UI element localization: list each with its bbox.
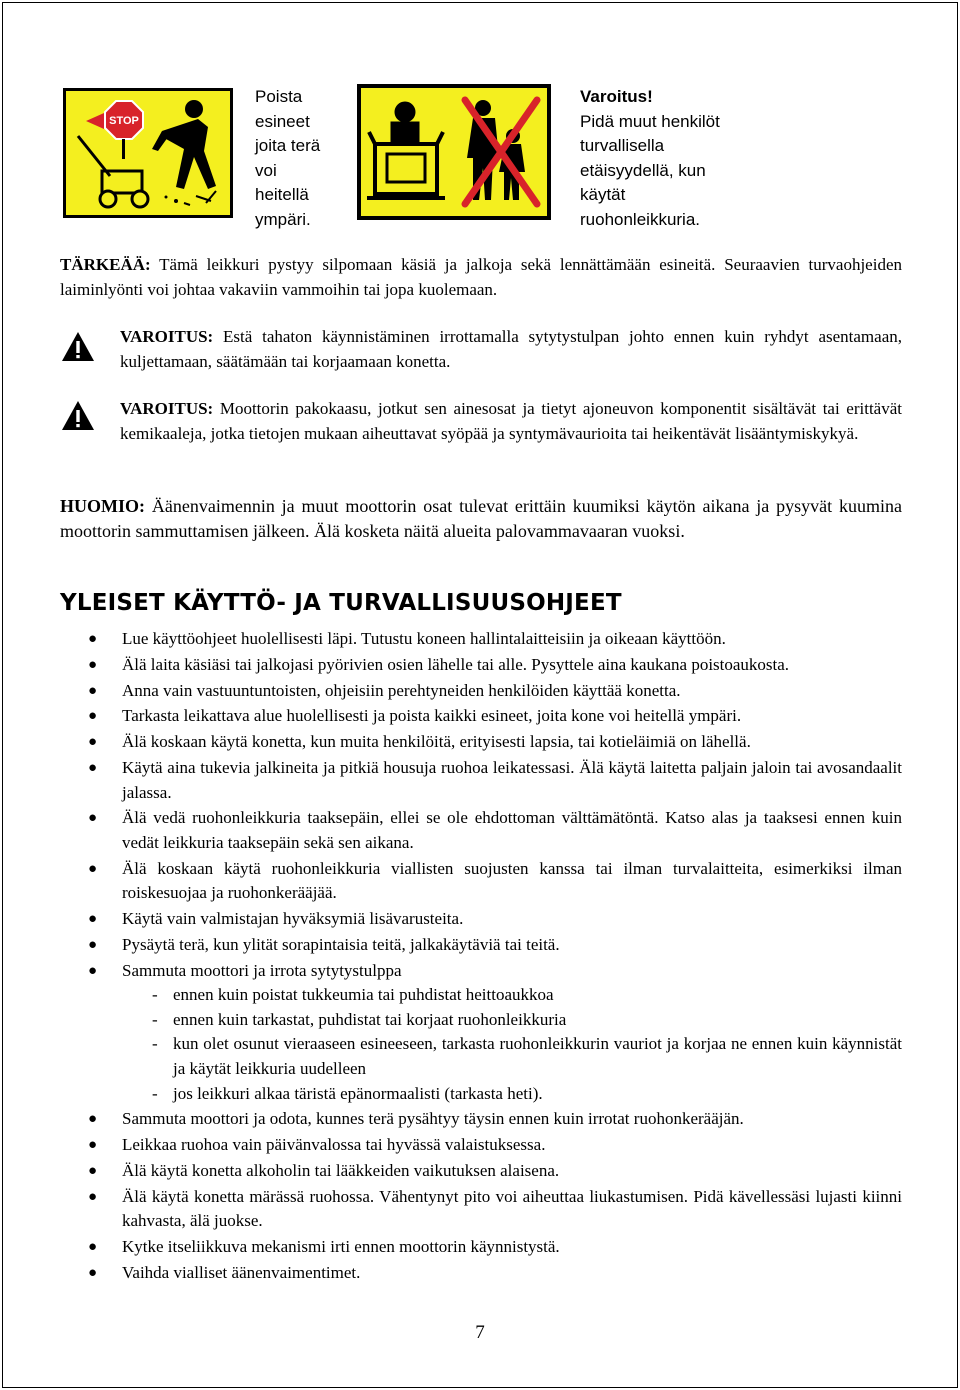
- sub-list-item: - ennen kuin poistat tukkeumia tai puhdistat heittoaukkoa: [152, 985, 554, 1005]
- section-heading: YLEISET KÄYTTÖ- JA TURVALLISUUSOHJEET: [60, 590, 622, 616]
- keep-bystanders-away-sign: [357, 84, 551, 220]
- safety-instructions-list: [60, 627, 902, 1287]
- warning-caption-line: käytät: [580, 185, 626, 204]
- debris-caption-line: heitellä: [255, 185, 309, 204]
- list-item: ● Vaihda vialliset äänenvaimentimet.: [88, 1262, 361, 1282]
- warning-caption-line: Pidä muut henkilöt: [580, 111, 720, 131]
- list-item: ● Anna vain vastuuntuntoisten, ohjeisiin perehtyneiden henkilöiden käyttää konetta.: [88, 680, 681, 700]
- warning-text: Estä tahaton käynnistäminen irrottamalla sytytystulpan johto ennen kuin ryhdyt asentamaan, kuljettamaan, säätämään tai korjaamaan konetta.: [120, 327, 902, 371]
- debris-caption-line: Poista: [255, 87, 303, 106]
- list-item: ● Lue käyttöohjeet huolellisesti läpi. Tutustu koneen hallintalaitteisiin ja oikeaan käyttöön.: [88, 629, 726, 648]
- list-item: ● Sammuta moottori ja odota, kunnes terä pysähtyy täysin ennen kuin irrotat ruohonkerääjän.: [88, 1109, 744, 1129]
- warning-label: VAROITUS:: [120, 327, 214, 346]
- notice-label: HUOMIO:: [60, 496, 145, 516]
- important-label: TÄRKEÄÄ:: [60, 255, 151, 274]
- debris-caption-line: voi: [255, 160, 277, 180]
- list-item: ● Älä käytä konetta märässä ruohossa. Vähentynyt pito voi aiheuttaa liukastumisen. Pidä kävellessäsi lujasti kiinni kahvasta, älä juokse.: [88, 1186, 902, 1231]
- list-item: ● Käytä vain valmistajan hyväksymiä lisävarusteita.: [88, 909, 464, 929]
- sub-list-item: - ennen kuin tarkastat, puhdistat tai korjaat ruohonleikkuria: [152, 1009, 567, 1029]
- sub-list: [122, 983, 902, 1106]
- warning-caption-line: ruohonleikkuria.: [580, 209, 701, 229]
- debris-caption-line: esineet: [255, 111, 310, 131]
- warning-title: Varoitus!: [580, 87, 653, 106]
- debris-caption-line: joita terä: [255, 136, 321, 155]
- stop-text: STOP: [109, 115, 139, 127]
- warning-triangle-icon: [61, 330, 95, 364]
- lawn-mower-icon: [78, 136, 148, 207]
- warning-exhaust-paragraph: [120, 397, 902, 446]
- list-item: ● Älä käytä konetta alkoholin tai lääkkeiden vaikutuksen alaisena.: [88, 1160, 560, 1180]
- list-item: ● Pysäytä terä, kun ylität sorapintaisia teitä, jalkakäytäviä tai teitä.: [88, 934, 560, 954]
- thrown-objects-hazard-sign: [63, 88, 233, 218]
- notice-paragraph: [60, 494, 902, 544]
- debris-caption-line: ympäri.: [255, 209, 311, 229]
- list-item: ● Älä koskaan käytä konetta, kun muita henkilöitä, erityisesti lapsia, tai kotieläimiä on lähellä.: [88, 732, 751, 752]
- mower-operator-icon: [367, 102, 445, 198]
- list-item: ● Kytke itseliikkuva mekanismi irti ennen moottorin käynnistystä.: [88, 1237, 560, 1257]
- sub-list-item: - jos leikkuri alkaa täristä epänormaalisti (tarkasta heti).: [152, 1083, 543, 1103]
- list-item: ● Käytä aina tukevia jalkineita ja pitkiä housuja ruohoa leikatessasi. Älä käytä laitetta paljain jaloin tai avosandaalit jalassa.: [88, 757, 902, 802]
- warning-caption-line: etäisyydellä, kun: [580, 160, 706, 180]
- debris-caption: [255, 85, 355, 232]
- list-item: ● Leikkaa ruohoa vain päivänvalossa tai hyvässä valaistuksessa.: [88, 1135, 546, 1155]
- list-item: ● Tarkasta leikattava alue huolellisesti ja poista kaikki esineet, joita kone voi heitellä ympäri.: [88, 706, 742, 726]
- important-text: Tämä leikkuri pystyy silpomaan käsiä ja jalkoja sekä lennättämään esineitä. Seuraavien turvaohjeiden laiminlyönti voi johtaa vakaviin vammoihin tai jopa kuolemaan.: [60, 255, 902, 299]
- warning-triangle-icon: [61, 399, 95, 433]
- warning-label: VAROITUS:: [120, 399, 214, 418]
- list-item: ● Älä koskaan käytä ruohonleikkuria viallisten suojusten kanssa tai ilman turvalaitteita, esimerkiksi ilman roiskesuojaa ja ruohonkerääjää.: [88, 858, 902, 903]
- warning-ignition-paragraph: [120, 325, 902, 374]
- bystander-warning-caption: [580, 85, 840, 232]
- warning-text: Moottorin pakokaasu, jotkut sen ainesosat ja tietyt ajoneuvon komponentit sisältävät tai erittävät kemikaaleja, jotka tietojen mukaan aiheuttavat syöpää ja syntymävaurioita tai heikentävät lisääntymiskykyä.: [120, 399, 902, 443]
- important-paragraph: [60, 253, 902, 302]
- list-item: ● Älä laita käsiäsi tai jalkojasi pyörivien osien lähelle tai alle. Pysyttele aina kaukana poistoaukosta.: [88, 654, 790, 674]
- list-item: ● Sammuta moottori ja irrota sytytystulppa - ennen kuin poistat tukkeumia tai puhdistat heittoaukkoa - ennen kuin tarkastat, puhdistat tai korjaat ruohonleikkuria - kun olet osunut vieraaseen esineeseen, tarkasta ruohonleikkurin vauriot ja korjaa ne ennen kuin käynnistät ja käytät leikkuria uudelleen - jos leikkuri alkaa täristä epänormaalisti (tarkasta heti).: [60, 959, 902, 1107]
- person-icon: [152, 100, 216, 189]
- page-number: 7: [475, 1322, 485, 1343]
- notice-text: Äänenvaimennin ja muut moottorin osat tulevat erittäin kuumiksi käytön aikana ja pysyvät kuumina moottorin sammuttamisen jälkeen. Älä kosketa näitä alueita palovammavaaran vuoksi.: [60, 496, 902, 541]
- list-item: ● Älä vedä ruohonleikkuria taaksepäin, ellei se ole ehdottoman välttämätöntä. Katso alas ja taaksesi ennen kuin vedät leikkuria taaksepäin sekä sen aikana.: [88, 808, 902, 852]
- warning-caption-line: turvallisella: [580, 136, 665, 155]
- sub-list-item: - kun olet osunut vieraaseen esineeseen, tarkasta ruohonleikkurin vauriot ja korjaa ne ennen kuin käynnistät ja käytät leikkuria uudelleen: [152, 1034, 902, 1078]
